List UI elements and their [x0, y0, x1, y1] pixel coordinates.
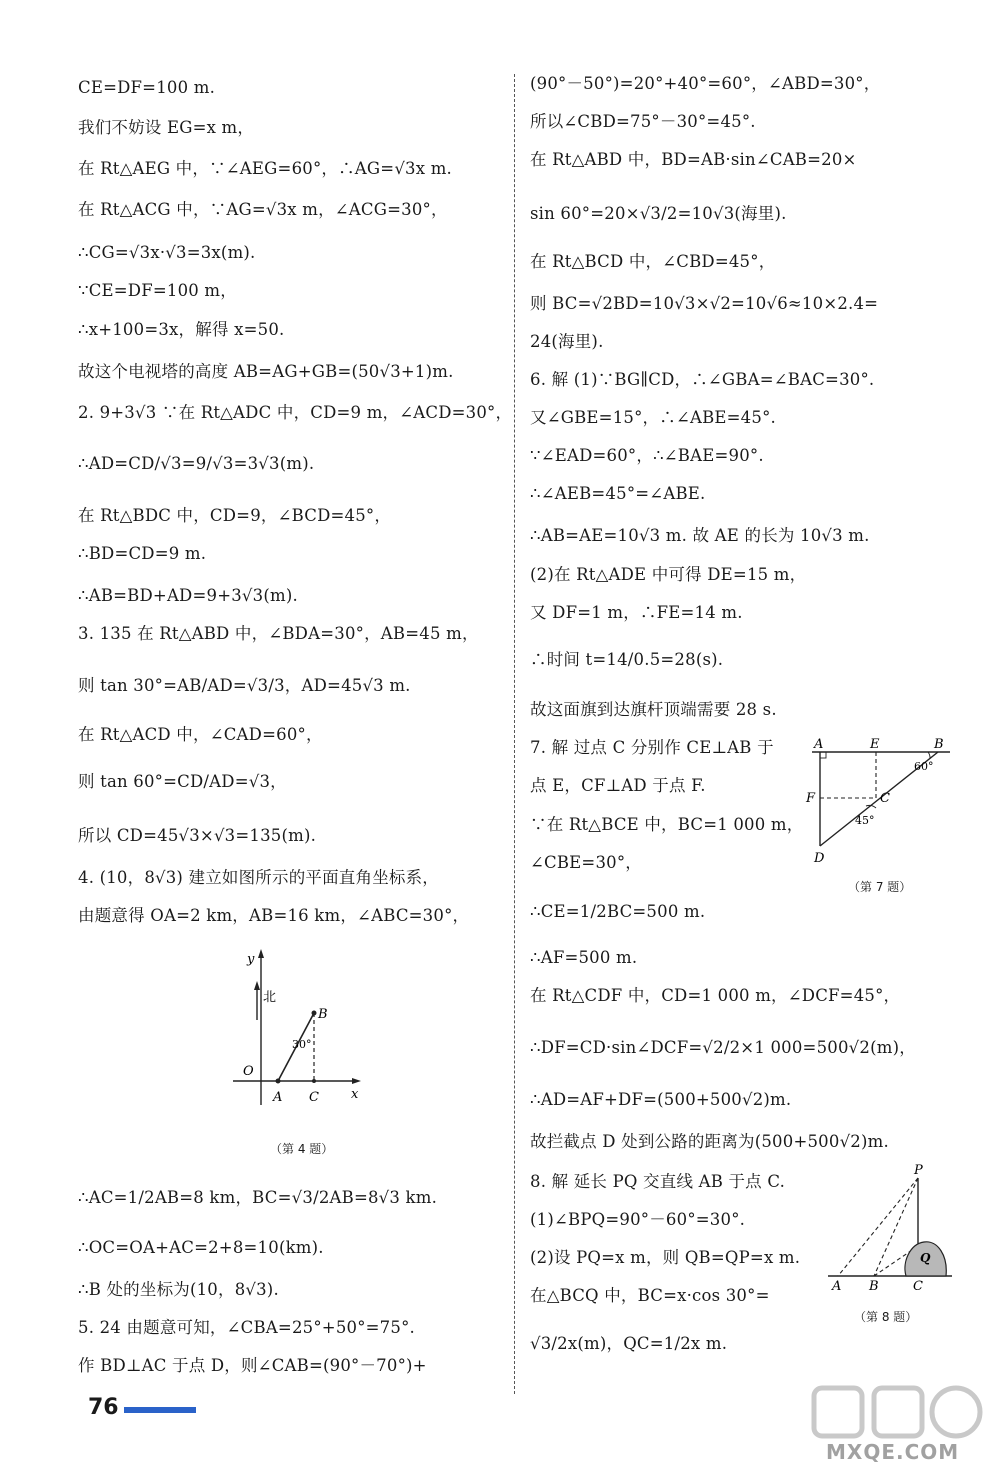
label-c: C [880, 791, 890, 806]
label-b: B [869, 1279, 879, 1294]
text-line: 则 tan 30°=AB/AD=√3/3，AD=45√3 m. [78, 676, 411, 695]
text-line: ∠CBE=30°， [530, 853, 642, 872]
label-c: C [309, 1090, 319, 1105]
text-line: ∵在 Rt△BCE 中，BC=1 000 m， [530, 815, 804, 834]
problem-6: 6. 解 (1)∵BG∥CD，∴∠GBA=∠BAC=30°. [530, 370, 875, 389]
x-axis-arrow [352, 1078, 361, 1084]
text-line: √3/2x(m)，QC=1/2x m. [530, 1334, 728, 1353]
text-line: ∴AD=AF+DF=(500+500√2)m. [530, 1090, 792, 1109]
figure-7-caption: （第 7 题） [848, 880, 912, 894]
angle-60-arc [928, 752, 930, 759]
label-o: O [243, 1064, 254, 1079]
text-line: ∴时间 t=14/0.5=28(s). [530, 650, 724, 669]
column-divider [514, 74, 515, 1394]
label-a: A [814, 737, 824, 752]
watermark-text: MXQE.COM [826, 1440, 960, 1464]
text-line: ∴x+100=3x，解得 x=50. [78, 320, 285, 339]
label-p: P [914, 1164, 923, 1178]
text-line: 故这面旗到达旗杆顶端需要 28 s. [530, 700, 777, 719]
label-north: 北 [263, 990, 277, 1005]
label-a: A [832, 1279, 842, 1294]
text-line: 在 Rt△ACG 中，∵AG=√3x m，∠ACG=30°， [78, 200, 448, 219]
problem-3: 3. 135 在 Rt△ABD 中，∠BDA=30°，AB=45 m， [78, 624, 479, 643]
text-line: 又 DF=1 m，∴FE=14 m. [530, 603, 743, 622]
figure-7-diagram [800, 736, 952, 866]
text-line: ∴OC=OA+AC=2+8=10(km). [78, 1238, 324, 1257]
label-b: B [934, 737, 944, 752]
problem-7: 7. 解 过点 C 分别作 CE⊥AB 于 [530, 738, 774, 757]
label-e: E [870, 737, 880, 752]
y-axis-arrow [258, 949, 264, 958]
text-line: 故拦截点 D 处到公路的距离为(500+500√2)m. [530, 1132, 889, 1151]
label-d: D [814, 851, 825, 866]
label-angle-60: 60° [914, 760, 934, 773]
text-line: ∴BD=CD=9 m. [78, 544, 207, 563]
label-angle-45: 45° [855, 814, 875, 827]
text-line: 在 Rt△ABD 中，BD=AB·sin∠CAB=20× [530, 150, 857, 169]
point-b [312, 1011, 317, 1016]
text-line: sin 60°=20×√3/2=10√3(海里). [530, 204, 787, 223]
text-line: ∴B 处的坐标为(10，8√3). [78, 1280, 279, 1299]
label-b: B [318, 1007, 328, 1022]
label-f: F [806, 791, 816, 806]
text-line: 在 Rt△BCD 中，∠CBD=45°， [530, 252, 776, 271]
text-line: 则 BC=√2BD=10√3×√2=10√6≈10×2.4= [530, 294, 879, 313]
text-line: 由题意得 OA=2 km，AB=16 km，∠ABC=30°， [78, 906, 470, 925]
text-line: 在 Rt△BDC 中，CD=9，∠BCD=45°， [78, 506, 392, 525]
label-a: A [273, 1090, 283, 1105]
text-line: 则 tan 60°=CD/AD=√3， [78, 772, 287, 791]
text-line: (1)∠BPQ=90°－60°=30°. [530, 1210, 746, 1229]
text-line: 所以 CD=45√3×√3=135(m). [78, 826, 317, 845]
label-y: y [247, 952, 255, 967]
point-a [276, 1079, 281, 1084]
text-line: 点 E，CF⊥AD 于点 F. [530, 776, 706, 795]
text-line: 在 Rt△AEG 中，∵∠AEG=60°，∴AG=√3x m. [78, 159, 452, 178]
text-line: ∴CG=√3x·√3=3x(m). [78, 243, 256, 262]
text-line: 在 Rt△CDF 中，CD=1 000 m，∠DCF=45°， [530, 986, 901, 1005]
label-angle-30: 30° [292, 1038, 312, 1051]
text-line: (90°－50°)=20°+40°=60°，∠ABD=30°， [530, 74, 881, 93]
text-line: 故这个电视塔的高度 AB=AG+GB=(50√3+1)m. [78, 362, 454, 381]
problem-4: 4. (10，8√3) 建立如图所示的平面直角坐标系， [78, 868, 440, 887]
text-line: 又∠GBE=15°，∴∠ABE=45°. [530, 408, 776, 427]
text-line: 我们不妨设 EG=x m， [78, 118, 255, 137]
text-line: ∵CE=DF=100 m， [78, 281, 237, 300]
figure-4-caption: （第 4 题） [270, 1142, 334, 1156]
problem-2: 2. 9+3√3 ∵在 Rt△ADC 中，CD=9 m，∠ACD=30°， [78, 403, 513, 422]
label-c: C [913, 1279, 923, 1294]
text-line: ∴DF=CD·sin∠DCF=√2/2×1 000=500√2(m)， [530, 1038, 916, 1057]
text-line: ∴AF=500 m. [530, 948, 638, 967]
text-line: (2)在 Rt△ADE 中可得 DE=15 m， [530, 565, 807, 584]
text-line: ∴AC=1/2AB=8 km，BC=√3/2AB=8√3 km. [78, 1188, 438, 1207]
page-number-bar [124, 1407, 196, 1413]
text-line: ∴∠AEB=45°=∠ABE. [530, 484, 706, 503]
text-line: ∵∠EAD=60°，∴∠BAE=90°. [530, 446, 764, 465]
label-q: Q [920, 1251, 931, 1265]
figure-8-diagram [828, 1164, 958, 1294]
text-line: ∴CE=1/2BC=500 m. [530, 902, 706, 921]
text-line: (2)设 PQ=x m，则 QB=QP=x m. [530, 1248, 801, 1267]
text-line: 作 BD⊥AC 于点 D，则∠CAB=(90°－70°)+ [78, 1356, 427, 1375]
page-number: 76 [88, 1395, 119, 1420]
text-line: ∴AD=CD/√3=9/√3=3√3(m). [78, 454, 315, 473]
text-line: ∴AB=BD+AD=9+3√3(m). [78, 586, 298, 605]
text-line: 在 Rt△ACD 中，∠CAD=60°， [78, 725, 323, 744]
figure-8-caption: （第 8 题） [854, 1310, 918, 1324]
text-line: 在△BCQ 中，BC=x·cos 30°= [530, 1286, 770, 1305]
text-line: 所以∠CBD=75°－30°=45°. [530, 112, 756, 131]
label-x: x [351, 1087, 359, 1102]
figure-4-diagram [223, 945, 373, 1110]
north-arrowhead [254, 981, 260, 990]
text-line: CE=DF=100 m. [78, 78, 216, 97]
problem-8: 8. 解 延长 PQ 交直线 AB 于点 C. [530, 1172, 786, 1191]
text-line: 24(海里). [530, 332, 604, 351]
text-line: ∴AB=AE=10√3 m. 故 AE 的长为 10√3 m. [530, 526, 870, 545]
right-angle-mark [820, 752, 826, 758]
point-c [312, 1079, 316, 1083]
problem-5: 5. 24 由题意可知，∠CBA=25°+50°=75°. [78, 1318, 415, 1337]
